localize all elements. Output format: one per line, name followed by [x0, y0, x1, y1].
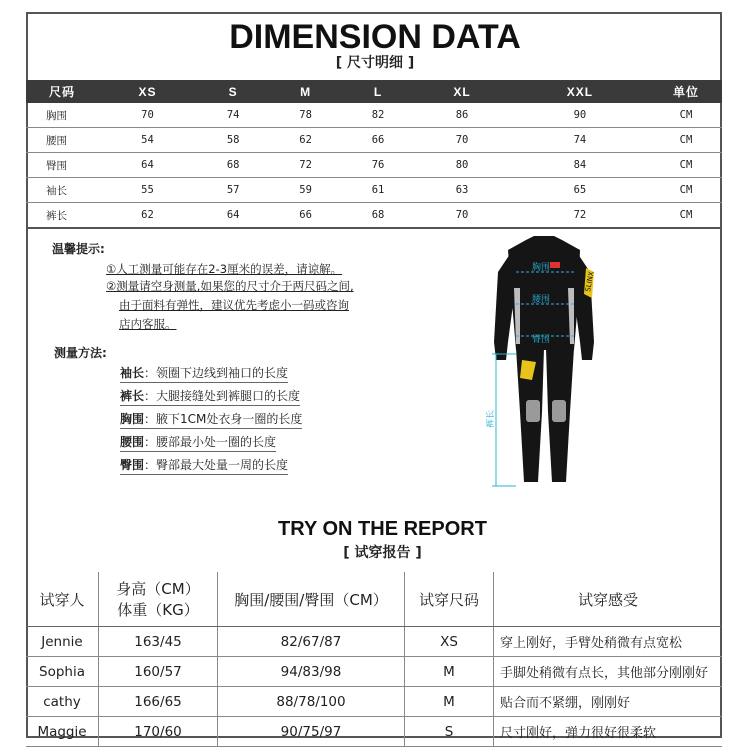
pants-label: 裤长 — [486, 409, 496, 428]
method-name: 腰围 — [120, 435, 145, 449]
size-cell: S — [405, 717, 494, 747]
report-subtitle: [ 试穿报告 ] — [343, 545, 422, 561]
size-table — [26, 80, 722, 229]
tip-line-3: 由于面料有弹性，建议优先考虑小一码或咨询 — [119, 298, 349, 312]
measure-cell: 94/83/98 — [218, 657, 405, 687]
brand-logo: SLINX — [584, 270, 596, 293]
cell: 55 — [98, 178, 197, 203]
cell: 76 — [342, 153, 414, 178]
hw-cell: 160/57 — [99, 657, 218, 687]
table-row — [26, 178, 722, 203]
feel-cell: 尺寸刚好，弹力很好很柔软 — [494, 717, 723, 747]
header-measurements: 胸围/腰围/臀围（CM） — [218, 572, 405, 627]
feel-cell: 穿上刚好，手臂处稍微有点宽松 — [494, 627, 723, 657]
method-desc: ：腰部最小处一圈的长度 — [144, 435, 277, 449]
cell: 80 — [414, 153, 510, 178]
method-name: 裤长 — [120, 389, 145, 403]
waist-label: 腰围 — [532, 295, 551, 305]
cell: 72 — [269, 153, 341, 178]
cell: 68 — [342, 203, 414, 229]
method-name: 胸围 — [120, 412, 145, 426]
cell: 68 — [197, 153, 269, 178]
row-label: 臀围 — [26, 153, 98, 178]
measure-cell: 90/75/97 — [218, 717, 405, 747]
header-xs: XS — [98, 80, 197, 103]
unit-cell: CM — [650, 178, 722, 203]
unit-cell: CM — [650, 128, 722, 153]
report-table — [26, 572, 722, 747]
cell: 59 — [269, 178, 341, 203]
table-row — [26, 103, 722, 128]
size-table-header — [26, 80, 722, 103]
table-row — [26, 687, 722, 717]
unit-cell: CM — [650, 203, 722, 229]
tip-line-2: ②测量请空身测量,如果您的尺寸介于两尺码之间, — [106, 279, 354, 293]
feel-cell: 手脚处稍微有点长，其他部分刚刚好 — [494, 657, 723, 687]
cell: 62 — [269, 128, 341, 153]
table-row — [26, 128, 722, 153]
header-size: 试穿尺码 — [405, 572, 494, 627]
person-cell: Jennie — [26, 627, 99, 657]
hw-cell: 163/45 — [99, 627, 218, 657]
cell: 58 — [197, 128, 269, 153]
person-cell: Sophia — [26, 657, 99, 687]
cell: 70 — [414, 203, 510, 229]
cell: 61 — [342, 178, 414, 203]
person-cell: Maggie — [26, 717, 99, 747]
method-chest — [120, 410, 302, 429]
header-xxl: XXL — [510, 80, 650, 103]
header-feel: 试穿感受 — [494, 572, 723, 627]
right-knee-pad — [552, 400, 566, 422]
tip-line-1: ①人工测量可能存在2-3厘米的误差，请谅解。 — [106, 262, 343, 276]
page-title: DIMENSION DATA — [229, 18, 521, 56]
report-title: TRY ON THE REPORT — [278, 518, 487, 540]
header-unit: 单位 — [650, 80, 722, 103]
measure-cell: 88/78/100 — [218, 687, 405, 717]
cell: 82 — [342, 103, 414, 128]
cell: 57 — [197, 178, 269, 203]
header-s: S — [197, 80, 269, 103]
method-desc: ：臀部最大处量一周的长度 — [144, 458, 289, 472]
header-height: 身高（CM） — [116, 580, 200, 598]
method-name: 袖长 — [120, 366, 145, 380]
person-cell: cathy — [26, 687, 99, 717]
table-row — [26, 203, 722, 229]
cell: 74 — [510, 128, 650, 153]
method-hip — [120, 456, 288, 475]
cell: 66 — [342, 128, 414, 153]
cell: 70 — [98, 103, 197, 128]
header-l: L — [342, 80, 414, 103]
cell: 74 — [197, 103, 269, 128]
hw-cell: 170/60 — [99, 717, 218, 747]
method-desc: ：腋下1CM处衣身一圈的长度 — [144, 412, 303, 426]
cell: 70 — [414, 128, 510, 153]
method-desc: ：领圈下边线到袖口的长度 — [144, 366, 289, 380]
header-size-label: 尺码 — [26, 80, 98, 103]
table-row — [26, 153, 722, 178]
cell: 54 — [98, 128, 197, 153]
cell: 78 — [269, 103, 341, 128]
cell: 65 — [510, 178, 650, 203]
chest-label: 胸围 — [532, 263, 551, 273]
method-pants — [120, 387, 300, 406]
header-height-weight — [99, 572, 218, 627]
measure-cell: 82/67/87 — [218, 627, 405, 657]
cell: 64 — [98, 153, 197, 178]
row-label: 袖长 — [26, 178, 98, 203]
method-sleeve — [120, 364, 288, 383]
cell: 66 — [269, 203, 341, 229]
table-row — [26, 657, 722, 687]
tip-line-4: 店内客服。 — [119, 317, 177, 331]
table-row — [26, 627, 722, 657]
table-row — [26, 717, 722, 747]
cell: 72 — [510, 203, 650, 229]
cell: 86 — [414, 103, 510, 128]
size-cell: M — [405, 657, 494, 687]
header-person: 试穿人 — [26, 572, 99, 627]
wetsuit-diagram — [486, 232, 616, 494]
page-subtitle: [ 尺寸明细 ] — [335, 55, 415, 71]
unit-cell: CM — [650, 103, 722, 128]
cell: 90 — [510, 103, 650, 128]
hw-cell: 166/65 — [99, 687, 218, 717]
size-cell: M — [405, 687, 494, 717]
method-name: 臀围 — [120, 458, 145, 472]
chest-flag-icon — [550, 262, 560, 268]
header-weight: 体重（KG） — [117, 601, 199, 619]
row-label: 裤长 — [26, 203, 98, 229]
method-desc: ：大腿接缝处到裤腿口的长度 — [144, 389, 301, 403]
cell: 64 — [197, 203, 269, 229]
methods-heading: 测量方法: — [54, 346, 107, 360]
cell: 63 — [414, 178, 510, 203]
left-knee-pad — [526, 400, 540, 422]
report-header-row — [26, 572, 722, 627]
size-cell: XS — [405, 627, 494, 657]
header-xl: XL — [414, 80, 510, 103]
row-label: 腰围 — [26, 128, 98, 153]
cell: 62 — [98, 203, 197, 229]
tips-heading: 温馨提示: — [52, 242, 105, 256]
feel-cell: 贴合而不紧绷，刚刚好 — [494, 687, 723, 717]
row-label: 胸围 — [26, 103, 98, 128]
unit-cell: CM — [650, 153, 722, 178]
method-waist — [120, 433, 276, 452]
cell: 84 — [510, 153, 650, 178]
hip-label: 臀围 — [532, 335, 551, 345]
header-m: M — [269, 80, 341, 103]
